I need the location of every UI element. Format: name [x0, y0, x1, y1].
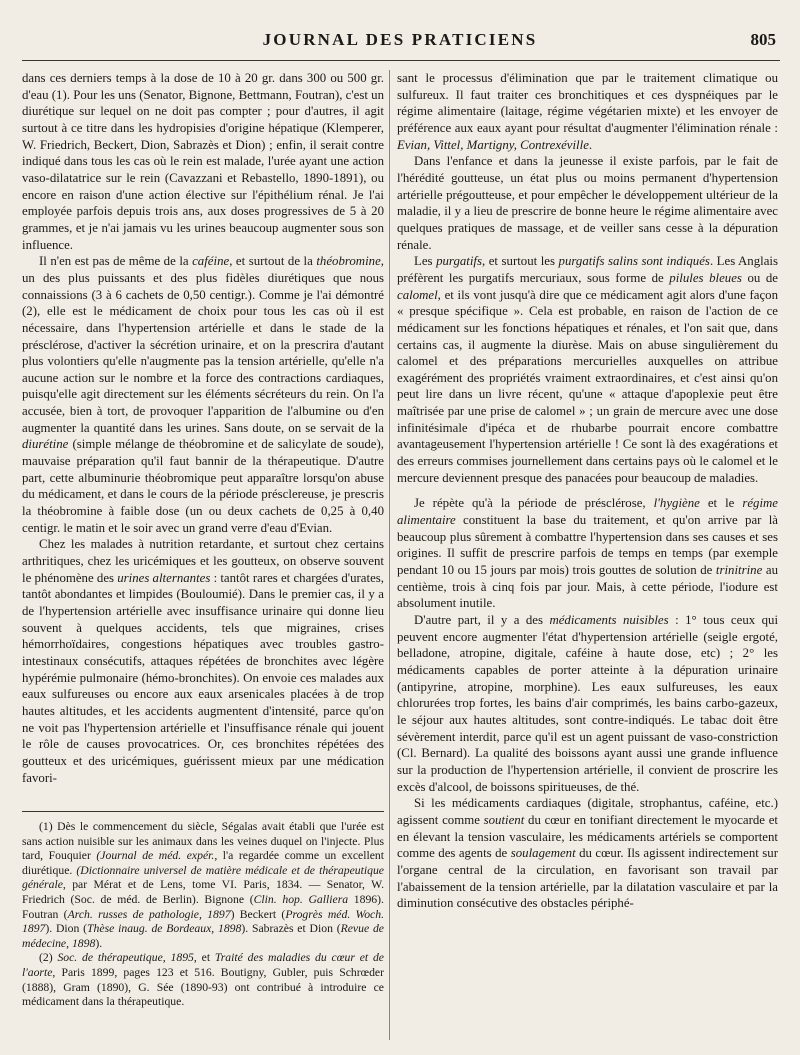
running-title: JOURNAL DES PRATICIENS — [262, 30, 538, 49]
page-header — [0, 26, 800, 54]
left-column — [22, 70, 384, 786]
footnote-1: (1) Dès le commencement du siècle, Ségalas avait établi que l'urée est sans action nuisible sur les animaux dans les veines duquel on l'injecte. Plus tard, Fouquier (Journal de méd. expér., l'a regardée comme un excellent diurétique. (Dictionnaire universel de matière médicale et de thérapeutique générale, par Mérat et de Lens, tome VI. Paris, 1834. — Senator, W. Friedrich (Soc. de méd. de Berlin). Bignone (Clin. hop. Galliera 1896). Foutran (Arch. russes de pathologie, 1897) Beckert (Progrès méd. Woch. 1897). Dion (Thèse inaug. de Bordeaux, 1898). Sabrazès et Dion (Revue de médecine, 1898). — [22, 820, 385, 950]
paragraph: Il n'en est pas de même de la caféine, et surtout de la théobromine, un des plus puissants et des plus fidèles diurétiques que nous connaissions (3 à 6 cachets de 0,50 centigr.). Comme je l'ai démontré (2), elle est le médicament de choix pour tous les cas où il est nécessaire, dans l'hypertension artérielle et dans le stade de la présclérose, d'activer la sécrétion urinaire, et on la prescrira d'autant plus volontiers qu'elle n'augmente pas la tension artérielle, qu'elle n'a aucune action sur le nombre et la force des contractions cardiaques, puisqu'elle agit directement sur les éléments sécréteurs du rein. On l'a accusée, bien à tort, de provoquer l'apparition de l'albumine ou d'en augmenter la quantité dans les urines. Sans doute, on se servait de la diurétine (simple mélange de théobromine et de salicylate de soude), mauvaise préparation qu'il faut bannir de la thérapeutique. D'autre part, cette albuminurie théobromique peut apparaître lorsqu'on abuse du médicament, et dans le cours de la période présclereuse, je prescris la théobromine à faible dose (un ou deux cachets de 0,25 à 0,40 centigr. le matin et le soir avec un grand verre d'eau d'Evian. — [22, 254, 384, 535]
paragraph: dans ces derniers temps à la dose de 10 à 20 gr. dans 300 ou 500 gr. d'eau (1). Pour les uns (Senator, Bignone, Bettmann, Foutran), c'est un diurétique sur lequel on ne doit pas compter ; pour d'autres, il agit surtout à ce titre dans les hydropisies d'origine hépatique (Klemperer, W. Friedrich, Beckert, Dion, Sabrazès et Dion) ; enfin, il serait contre indiqué dans tous les cas où le rein est malade, l'urée ayant une action vaso-dilatatrice sur le rein (Cavazzani et Rebastello, 1890-1891), ou encore en raison d'une action élective sur l'épithélium rénal. Je l'ai employée parfois depuis trois ans, aux doses progressives de 5 à 20 grammes, et je n'ai jamais vu les urines beaucoup augmenter sous son influence. — [22, 71, 384, 252]
header-rule — [22, 60, 780, 61]
paragraph: Si les médicaments cardiaques (digitale, strophantus, caféine, etc.) agissent comme soutient du cœur en tonifiant directement le myocarde et en élevant la tension vasculaire, les médicaments artériels se comportent comme des agents de soulagement du cœur. Ils agissent indirectement sur l'organe central de la circulation, en favorisant son travail par l'abaissement de la tension artérielle, par la dilatation vasculaire et par la diminution consécutive des obstacles périphé- — [397, 796, 778, 911]
page-number: 805 — [750, 30, 776, 49]
footnote-2: (2) Soc. de thérapeutique, 1895, et Traité des maladies du cœur et de l'aorte, Paris 1899, pages 123 et 516. Boutigny, Gubler, puis Schrœder (1888), Gram (1890), G. Sée (1890-93) ont contribué à introduire ce médicament dans la thérapeutique. — [22, 951, 384, 1009]
paragraph: Les purgatifs, et surtout les purgatifs salins sont indiqués. Les Anglais préfèrent les purgatifs mercuriaux, sous forme de pilules bleues ou de calomel, et ils vont jusqu'à dire que ce médicament agit alors d'une façon « presque spécifique ». Cela est probable, en raison de l'action de ce médicament sur les fonctions hépatiques et rénales, et l'on sait que, dans certains cas, il augmente la diurèse. Mais on abuse singulièrement du calomel et des préparations mercurielles auxquelles on attribue exagérément des propriétés vraiment extraordinaires, et c'est ainsi qu'on peut lire dans un livre récent, qu'une « attaque d'apoplexie peut être maîtrisée par une prise de calomel » ; un grain de mercure avec une dose infinitésimale d'ipéca et de rhubarbe pourrait encore combattre avantageusement l'hypertension artérielle ! Ce sont là des exagérations et des erreurs commises journellement dans certains pays où le calomel et le mercure deviennent presque des panacées pour beaucoup de maladies. — [397, 254, 778, 485]
paragraph: Dans l'enfance et dans la jeunesse il existe parfois, par le fait de l'hérédité goutteuse, un état plus ou moins permanent d'hypertension artérielle prégoutteuse, et pour empêcher le développement ultérieur de la maladie, il y a lieu de prescrire de bonne heure le régime alimentaire avec quelques pratiques de massage, et de veiller sans cesse à la dépuration rénale. — [397, 154, 778, 252]
paragraph: Chez les malades à nutrition retardante, et surtout chez certains arthritiques, chez les uricémiques et les goutteux, on observe souvent le phénomène des urines alternantes : tantôt rares et chargées d'urates, tantôt abondantes et limpides (Bouloumié). Dans le premier cas, il y a de l'hypertension artérielle avec insuffisance urinaire qui donne lieu souvent à quelques accidents, tels que migraines, crises hémorrhoïdaires, congestions hépatiques avec troubles gastro-intestinaux consécutifs, attaques répétées de bronchites avec légère hypérémie pulmonaire (hémo-bronchites). On envoie ces malades aux eaux sulfureuses ou encore aux eaux arsenicales placées à de trop hautes altitudes, et les accidents augmentent d'intensité, parce qu'on ne voit pas l'hypertension artérielle et l'insuffisance rénale qui jouent le rôle de causes provocatrices. Or, ces bronchites répétées des goutteux et des uricémiques, guérissent mieux par une médication favori- — [22, 537, 384, 785]
paragraph: sant le processus d'élimination que par le traitement climatique ou sulfureux. Il faut traiter ces bronchitiques et ces dyspnéiques par le régime alimentaire (laitage, régime végétarien mixte) et les envoyer de préférence aux eaux ayant pour résultat d'augmenter l'élimination rénale : Evian, Vittel, Martigny, Contrexéville. — [397, 71, 778, 152]
paragraph: D'autre part, il y a des médicaments nuisibles : 1° tous ceux qui peuvent encore augmenter l'état d'hypertension artérielle (seigle ergoté, belladone, atropine, digitale, caféine à haute dose, etc) ; 2° les médicaments capables de porter atteinte à la dépuration urinaire (antipyrine, atropine, morphine). Les eaux sulfureuses, les eaux chlorurées trop fortes, les bains d'air comprimés, les bains carbo-gazeux, le séjour aux hautes altitudes, sont contre-indiqués. Le tabac doit être sévèrement interdit, parce qu'il est un agent puissant de vaso-constriction (Cl. Bernard). La qualité des boissons ayant aussi une grande influence sur la production de l'hypertension artérielle, il convient de proscrire les excès d'alcool, de boissons spiritueuses, de thé. — [397, 613, 779, 794]
footnotes — [22, 820, 384, 1010]
paragraph: Je répète qu'à la période de présclérose, l'hygiène et le régime alimentaire constituent la base du traitement, et qu'on arrive par là beaucoup plus sûrement à combattre l'hypertension dans ses causes et ses origines. Il suffit de prescrire parfois de temps en temps (par exemple pendant 10 ou 15 jours par mois) trois gouttes de solution de trinitrine au centième, trois à cinq fois par jour. Mais, à cette période, l'iodure est absolument inutile. — [397, 496, 778, 611]
footnote-rule — [22, 811, 384, 812]
right-column — [397, 70, 778, 912]
column-divider — [389, 70, 390, 1040]
